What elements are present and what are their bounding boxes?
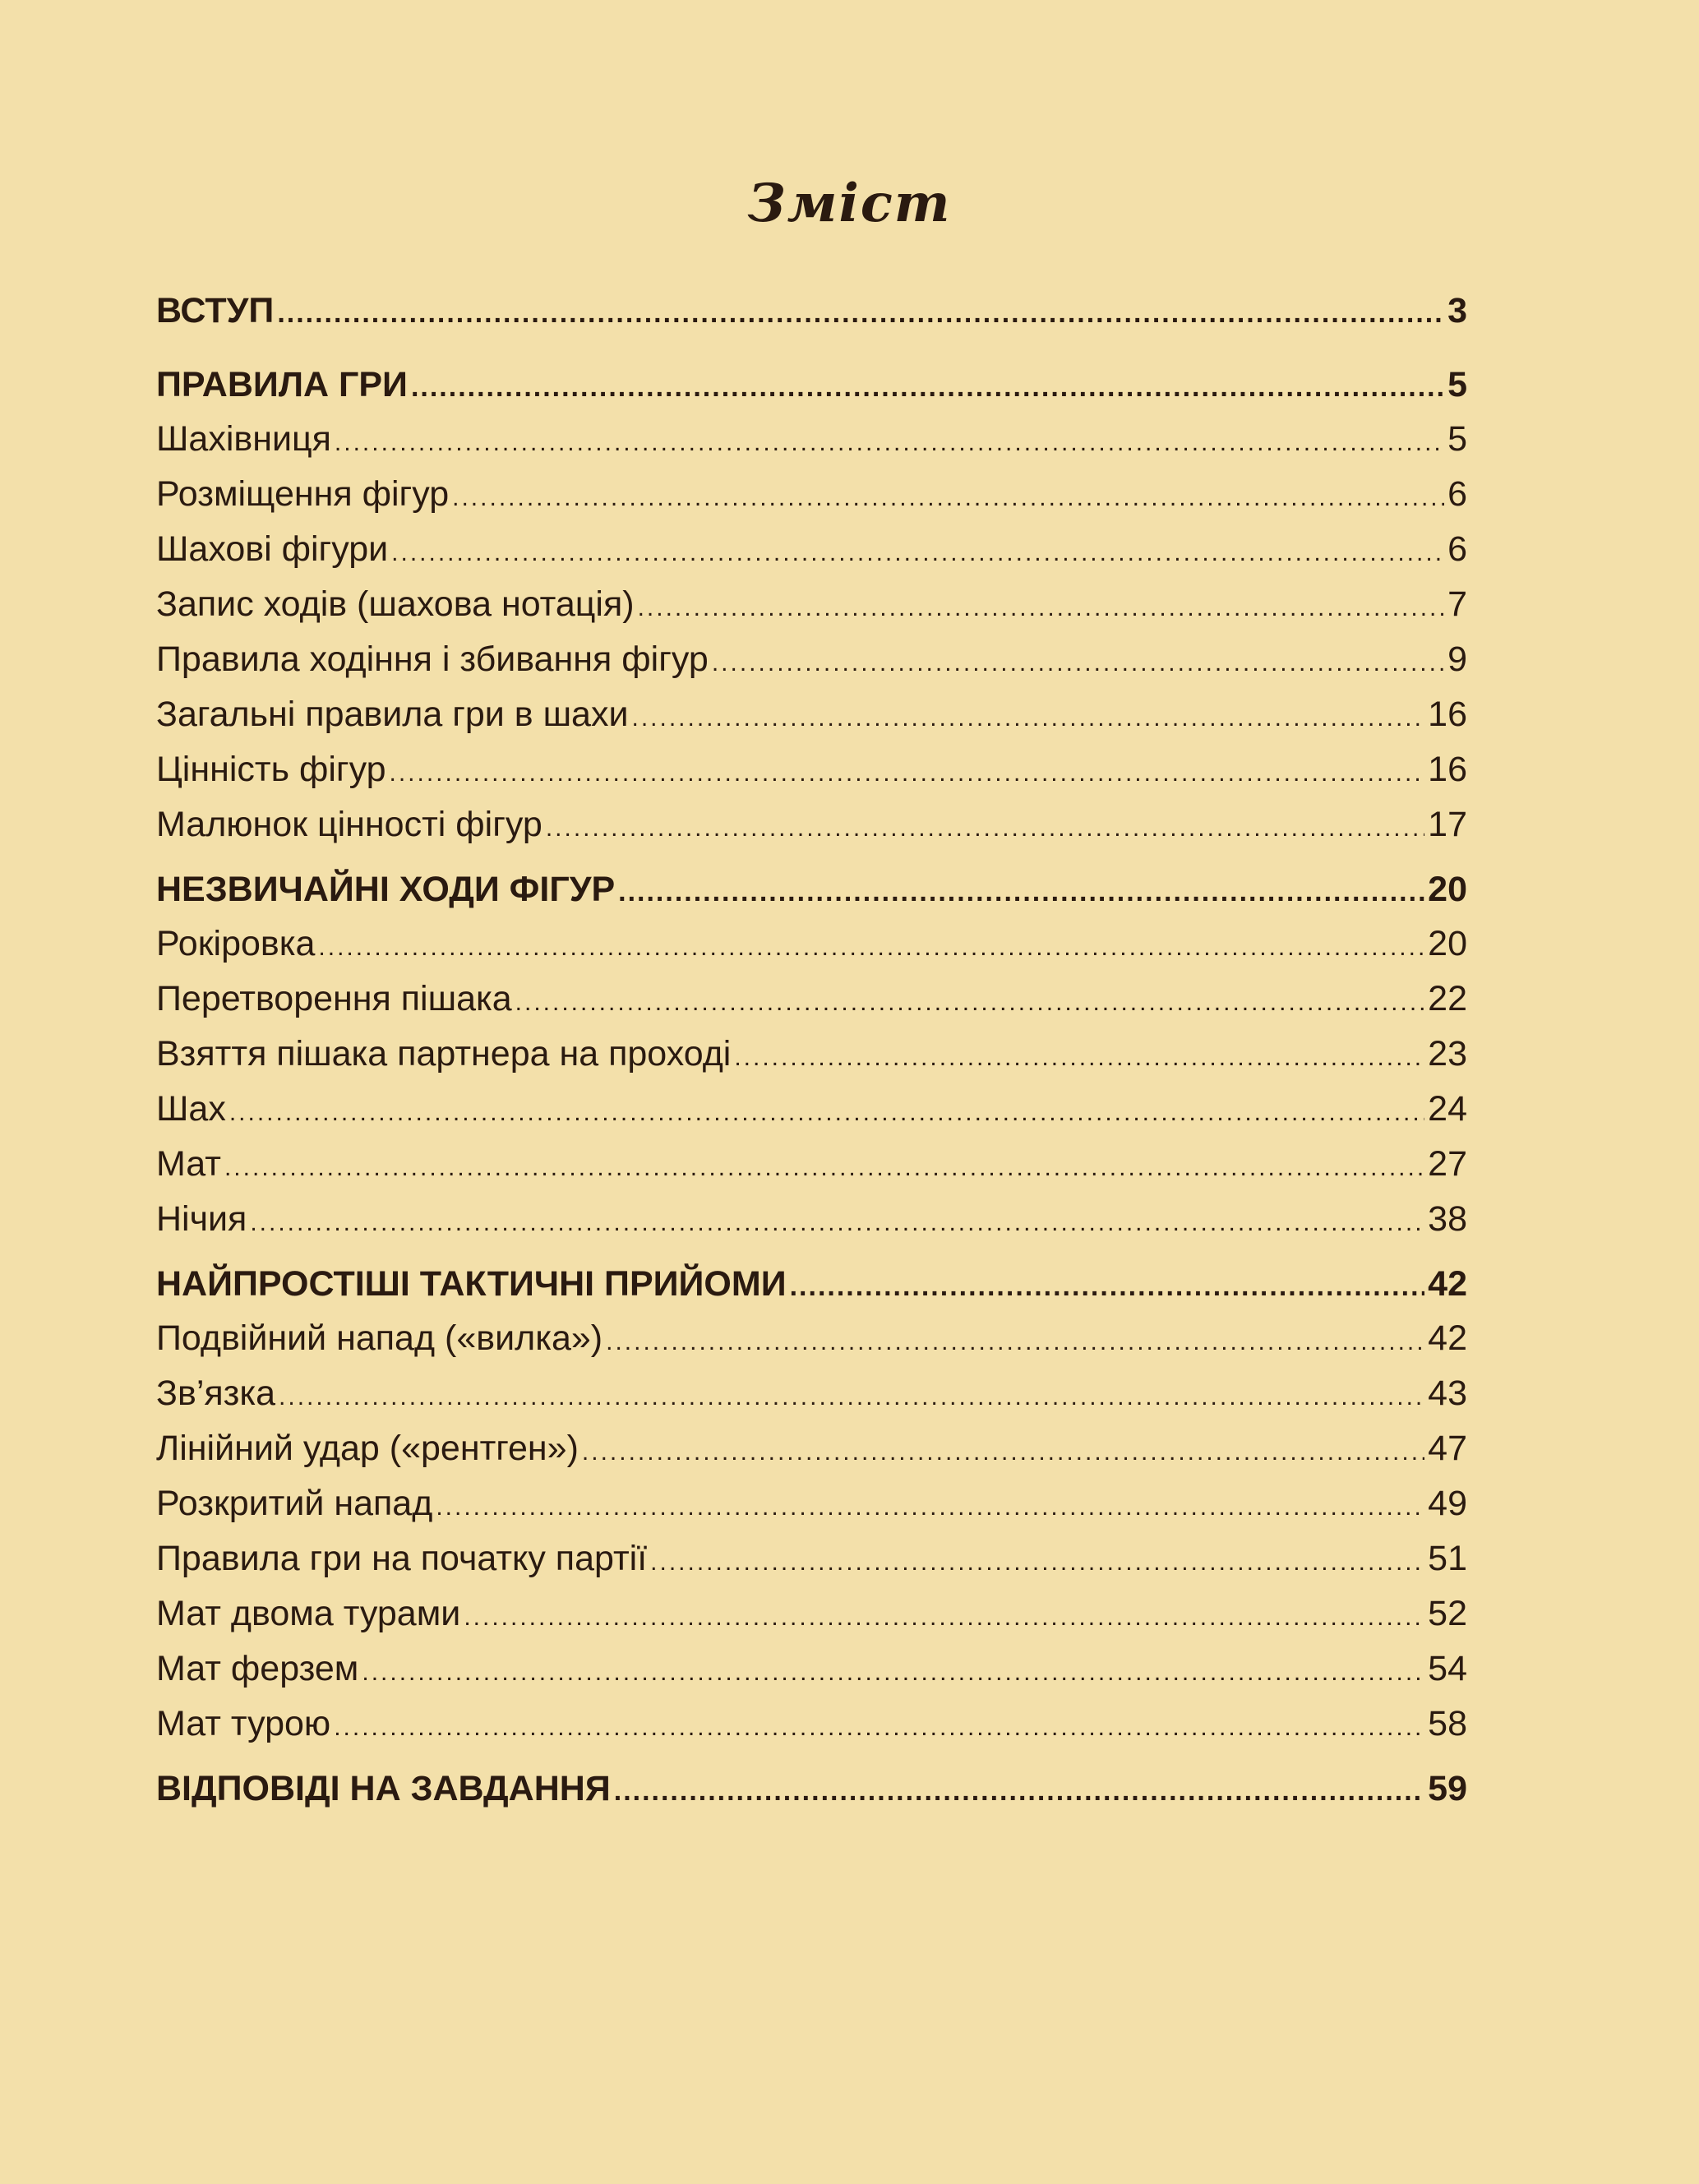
toc-entry-page: 38: [1428, 1199, 1467, 1239]
toc-entry-page: 5: [1447, 419, 1467, 459]
toc-section-tactics[interactable]: [156, 1257, 1467, 1311]
toc-item[interactable]: [156, 522, 1467, 577]
toc-entry-label: Цінність фігур: [156, 750, 386, 789]
toc-item[interactable]: [156, 467, 1467, 522]
dot-leader: [632, 690, 1425, 746]
toc-entry-label: Розміщення фігур: [156, 474, 450, 514]
toc-item[interactable]: [156, 412, 1467, 467]
toc-entry-page: 24: [1428, 1089, 1467, 1129]
toc-entry-page: 3: [1447, 291, 1467, 330]
toc-entry-label: Шахові фігури: [156, 529, 389, 569]
toc-entry-label: Мат турою: [156, 1704, 331, 1743]
dot-leader: [335, 415, 1444, 470]
toc-entry-page: 47: [1428, 1429, 1467, 1468]
toc-entry-label: Шах: [156, 1089, 226, 1129]
toc-entry-label: НАЙПРОСТІШІ ТАКТИЧНІ ПРИЙОМИ: [156, 1264, 787, 1304]
dot-leader: [334, 1700, 1424, 1755]
dot-leader: [734, 1030, 1424, 1085]
toc-item[interactable]: [156, 632, 1467, 687]
dot-leader: [614, 1764, 1424, 1818]
toc-entry-label: Запис ходів (шахова нотація): [156, 584, 635, 624]
toc-entry-label: Правила ходіння і збивання фігур: [156, 640, 709, 679]
toc-entry-page: 6: [1447, 474, 1467, 514]
toc-entry-label: Мат: [156, 1144, 221, 1184]
toc-entry-page: 54: [1428, 1649, 1467, 1688]
toc-entry-page: 51: [1428, 1539, 1467, 1578]
toc-item[interactable]: [156, 797, 1467, 852]
toc-item[interactable]: [156, 1082, 1467, 1137]
toc-entry-label: Взяття пішака партнера на проході: [156, 1034, 732, 1074]
toc-item[interactable]: [156, 1027, 1467, 1082]
toc-item[interactable]: [156, 972, 1467, 1027]
toc-entry-page: 16: [1428, 750, 1467, 789]
dot-leader: [464, 1590, 1424, 1645]
toc-item[interactable]: [156, 687, 1467, 742]
toc-entry-page: 20: [1428, 924, 1467, 963]
table-of-contents: [156, 284, 1467, 1816]
toc-entry-label: Загальні правила гри в шахи: [156, 695, 629, 734]
dot-leader: [391, 525, 1444, 580]
toc-item[interactable]: [156, 1586, 1467, 1641]
toc-item[interactable]: [156, 1697, 1467, 1752]
dot-leader: [436, 1480, 1424, 1535]
toc-entry-page: 9: [1447, 640, 1467, 679]
toc-entry-page: 7: [1447, 584, 1467, 624]
toc-item[interactable]: [156, 1137, 1467, 1192]
dot-leader: [224, 1140, 1424, 1195]
toc-item[interactable]: [156, 1531, 1467, 1586]
dot-leader: [229, 1085, 1424, 1140]
dot-leader: [606, 1314, 1424, 1369]
toc-item[interactable]: [156, 577, 1467, 632]
dot-leader: [618, 865, 1424, 919]
toc-section-unusual-moves[interactable]: [156, 862, 1467, 917]
toc-entry-label: Шахівниця: [156, 419, 331, 459]
dot-leader: [250, 1195, 1424, 1250]
toc-entry-label: ВІДПОВІДІ НА ЗАВДАННЯ: [156, 1769, 611, 1808]
toc-entry-page: 27: [1428, 1144, 1467, 1184]
toc-entry-page: 58: [1428, 1704, 1467, 1743]
page-title: Зміст: [747, 173, 952, 234]
dot-leader: [452, 470, 1444, 525]
toc-entry-page: 17: [1428, 805, 1467, 844]
toc-entry-page: 49: [1428, 1484, 1467, 1523]
dot-leader: [411, 360, 1444, 414]
toc-entry-label: Мат ферзем: [156, 1649, 359, 1688]
toc-entry-page: 43: [1428, 1374, 1467, 1413]
toc-entry-label: Лінійний удар («рентген»): [156, 1429, 579, 1468]
dot-leader: [515, 975, 1424, 1030]
toc-entry-label: Мат двома турами: [156, 1594, 461, 1633]
toc-entry-label: Рокіровка: [156, 924, 316, 963]
dot-leader: [390, 746, 1425, 801]
dot-leader: [318, 920, 1424, 975]
toc-item[interactable]: [156, 1421, 1467, 1476]
toc-item[interactable]: [156, 1311, 1467, 1366]
dot-leader: [790, 1259, 1425, 1314]
toc-section-rules[interactable]: [156, 358, 1467, 412]
toc-entry-label: Правила гри на початку партії: [156, 1539, 648, 1578]
toc-entry-label: Розкритий напад: [156, 1484, 433, 1523]
toc-entry-page: 52: [1428, 1594, 1467, 1633]
toc-item[interactable]: [156, 1192, 1467, 1247]
toc-entry-page: 20: [1428, 870, 1467, 909]
toc-entry-page: 16: [1428, 695, 1467, 734]
toc-entry-page: 22: [1428, 979, 1467, 1018]
dot-leader: [638, 580, 1445, 635]
toc-entry-label: НЕЗВИЧАЙНІ ХОДИ ФІГУР: [156, 870, 616, 909]
toc-entry-page: 6: [1447, 529, 1467, 569]
toc-entry-page: 5: [1447, 365, 1467, 404]
toc-item[interactable]: [156, 917, 1467, 972]
toc-entry-label: Перетворення пішака: [156, 979, 512, 1018]
toc-item[interactable]: [156, 1476, 1467, 1531]
toc-section-answers[interactable]: [156, 1762, 1467, 1816]
dot-leader: [277, 286, 1444, 340]
toc-entry-label: Зв’язка: [156, 1374, 276, 1413]
dot-leader: [582, 1424, 1424, 1480]
toc-entry-label: Подвійний напад («вилка»): [156, 1318, 603, 1358]
dot-leader: [279, 1369, 1424, 1424]
dot-leader: [362, 1645, 1424, 1700]
toc-entry-page: 59: [1428, 1769, 1467, 1808]
dot-leader: [546, 801, 1424, 856]
toc-item[interactable]: [156, 1641, 1467, 1697]
toc-entry-label: ВСТУП: [156, 291, 275, 330]
toc-item[interactable]: [156, 1366, 1467, 1421]
toc-section-intro[interactable]: [156, 284, 1467, 338]
dot-leader: [650, 1535, 1424, 1590]
toc-item[interactable]: [156, 742, 1467, 797]
toc-entry-page: 23: [1428, 1034, 1467, 1074]
toc-entry-label: Нічия: [156, 1199, 247, 1239]
toc-entry-page: 42: [1428, 1264, 1467, 1304]
toc-entry-label: Малюнок цінності фігур: [156, 805, 542, 844]
dot-leader: [712, 635, 1444, 690]
toc-entry-page: 42: [1428, 1318, 1467, 1358]
toc-entry-label: ПРАВИЛА ГРИ: [156, 365, 408, 404]
